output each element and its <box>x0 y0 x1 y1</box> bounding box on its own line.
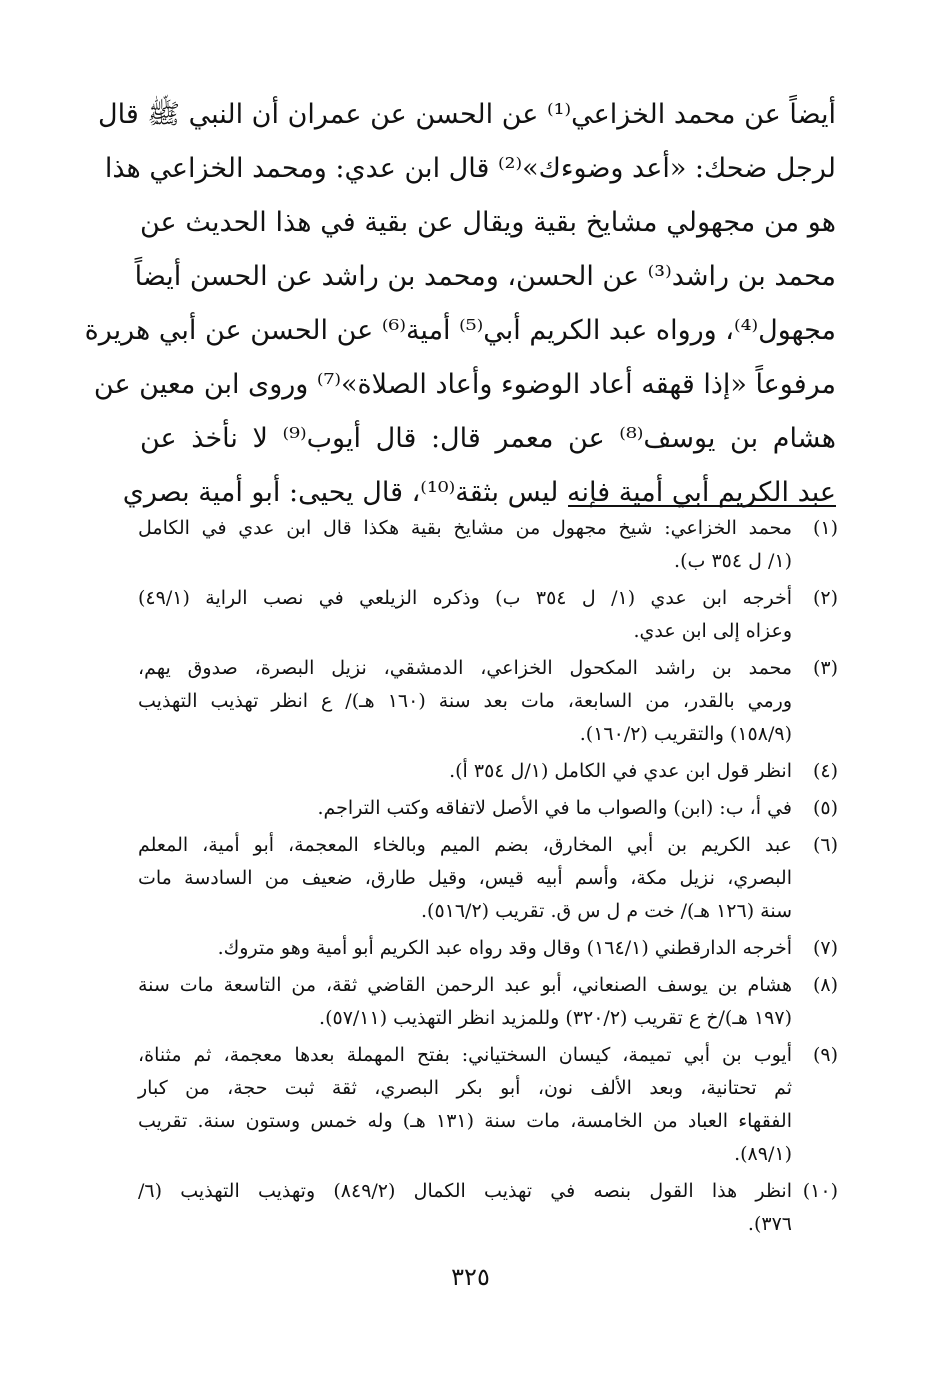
footnote-line: انظر قول ابن عدي في الكامل (١/ل ٣٥٤ أ). <box>449 760 792 782</box>
footnote-line: هشام بن يوسف الصنعاني، أبو عبد الرحمن القاضي ثقة، من التاسعة مات سنة <box>138 974 792 996</box>
footnote-line: عبد الكريم بن أبي المخارق، بضم الميم وبالخاء المعجمة، أبو أمية، المعلم <box>138 834 792 856</box>
footnote-line: (٨٩/١). <box>734 1143 792 1165</box>
footnote-number: (٩) <box>812 1044 838 1066</box>
footnote-line: وعزاه إلى ابن عدي. <box>633 620 792 642</box>
footnote-line: أخرجه ابن عدي (١/ ل ٣٥٤ ب) وذكره الزيلعي في نصب الراية (٤٩/١) <box>138 587 792 609</box>
footnote-line: انظر هذا القول بنصه في تهذيب الكمال (٨٤٩/٢) وتهذيب التهذيب (٦/ <box>138 1180 792 1202</box>
main-text-line: هو من مجهولي مشايخ بقية ويقال عن بقية في هذا الحديث عن <box>140 207 836 238</box>
footnote <box>138 1175 838 1241</box>
footnote-line: سنة (١٢٦ هـ)/ خت م ل س ق. تقريب (٥١٦/٢). <box>420 900 792 922</box>
footnote-line: محمد الخزاعي: شيخ مجهول من مشايخ بقية هكذا قال ابن عدي في الكامل <box>138 517 792 539</box>
footnote <box>138 755 838 788</box>
page-number: ٣٢٥ <box>451 1263 490 1291</box>
footnote <box>138 512 838 578</box>
footnote-number: (٣) <box>812 657 838 679</box>
footnote-number: (٧) <box>812 937 838 959</box>
footnote <box>138 652 838 751</box>
footnote <box>138 792 838 825</box>
footnote-line: ثم تحتانية، وبعد الألف نون، أبو بكر البصري، ثقة ثبت حجة، من كبار <box>138 1077 792 1099</box>
footnotes <box>138 512 838 1245</box>
footnote-number: (٢) <box>812 587 838 609</box>
main-text-line: مجهول⁽⁴⁾، ورواه عبد الكريم أبي⁽⁵⁾ أمية⁽⁶⁾ عن الحسن عن أبي هريرة <box>84 315 836 346</box>
main-text-line: لرجل ضحك: «أعد وضوءك»⁽²⁾ قال ابن عدي: ومحمد الخزاعي هذا <box>104 153 836 184</box>
main-text-line: محمد بن راشد⁽³⁾ عن الحسن، ومحمد بن راشد عن الحسن أيضاً <box>134 261 836 292</box>
footnote-line: (١٩٧ هـ)/خ ع تقريب (٣٢٠/٢) وللمزيد انظر التهذيب (٥٧/١١). <box>319 1007 792 1029</box>
footnote-line: أخرجه الدارقطني (١٦٤/١) وقال وقد رواه عبد الكريم أبو أمية وهو متروك. <box>217 937 792 959</box>
main-text-line: مرفوعاً «إذا قهقه أعاد الوضوء وأعاد الصلاة»⁽⁷⁾ وروى ابن معين عن <box>93 369 836 400</box>
main-text-line: هشام بن يوسف⁽⁸⁾ عن معمر قال: قال أيوب⁽⁹⁾ لا نأخذ عن <box>140 423 836 454</box>
footnote <box>138 582 838 648</box>
main-text-line: عبد الكريم أبي أمية فإنه ليس بثقة⁽¹⁰⁾، قال يحيى: أبو أمية بصري <box>122 477 836 508</box>
footnote <box>138 829 838 928</box>
footnote-separator <box>568 505 836 507</box>
footnote <box>138 969 838 1035</box>
main-text-line: أيضاً عن محمد الخزاعي⁽¹⁾ عن الحسن عن عمران أن النبي ﷺ قال <box>98 99 836 130</box>
footnote-number: (٨) <box>812 974 838 996</box>
main-text <box>84 88 836 520</box>
footnote-number: (١٠) <box>802 1180 838 1202</box>
footnote-line: ٣٧٦). <box>747 1213 792 1235</box>
footnote-line: ورمي بالقدر، من السابعة، مات بعد سنة (١٦٠ هـ)/ ع انظر تهذيب التهذيب <box>138 690 792 712</box>
footnote-line: (١/ ل ٣٥٤ ب). <box>674 550 792 572</box>
footnote-line: في أ، ب: (ابن) والصواب ما في الأصل لاتفاقه وكتب التراجم. <box>317 797 792 819</box>
footnote-number: (٦) <box>812 834 838 856</box>
footnote <box>138 932 838 965</box>
footnote-line: أيوب بن أبي تميمة، كيسان السختياني: بفتح المهملة بعدها معجمة، ثم مثناة، <box>138 1044 792 1066</box>
footnote-number: (١) <box>812 517 838 539</box>
footnote-line: محمد بن راشد المكحول الخزاعي، الدمشقي، نزيل البصرة، صدوق يهم، <box>138 657 792 679</box>
footnote-number: (٤) <box>812 760 838 782</box>
footnote <box>138 1039 838 1171</box>
footnote-line: (١٥٨/٩) والتقريب (١٦٠/٢). <box>579 723 792 745</box>
footnote-line: البصري، نزيل مكة، وأسم أبيه قيس، وقيل طارق، ضعيف من السادسة مات <box>138 867 792 889</box>
footnote-line: الفقهاء العباد من الخامسة، مات سنة (١٣١ هـ) وله خمس وستون سنة. تقريب <box>138 1110 792 1132</box>
footnote-number: (٥) <box>812 797 838 819</box>
